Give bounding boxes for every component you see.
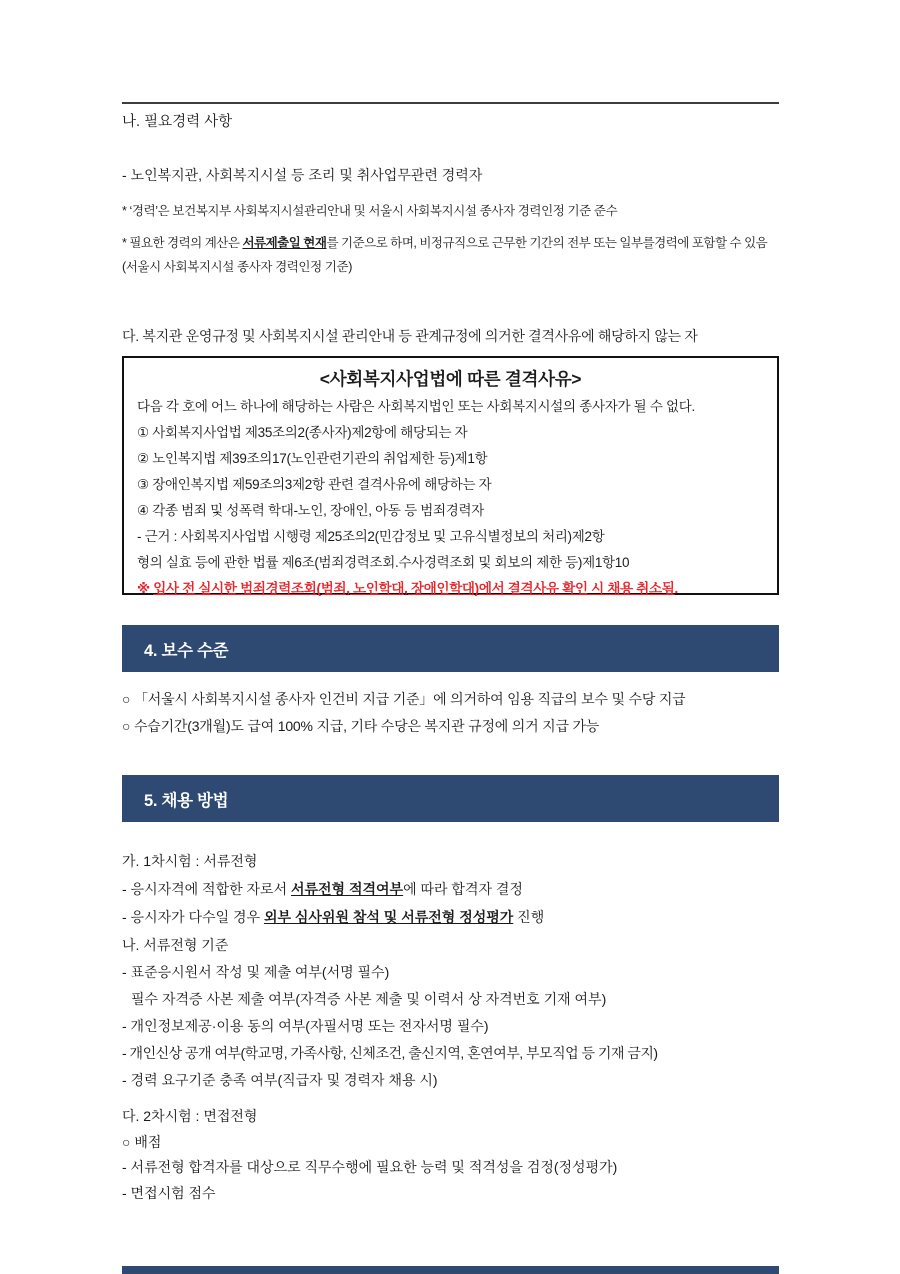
section-na-line1: - 노인복지관, 사회복지시설 등 조리 및 취사업무관련 경력자 <box>122 167 483 183</box>
ga2-pre: - 응시자가 다수일 경우 <box>122 909 264 925</box>
section5-ga-line2 <box>122 907 779 927</box>
section-na-heading: 나. 필요경력 사항 <box>122 114 233 130</box>
ga1-emphasis: 서류전형 적격여부 <box>290 881 404 897</box>
clipped-text-line <box>122 1183 779 1201</box>
disqualification-line: 형의 실효 등에 관한 법률 제6조(범죄경력조회.수사경력조회 및 회보의 제한 등)제1항10 <box>137 555 630 570</box>
screening-criteria-item: 필수 자격증 사본 제출 여부(자격증 사본 제출 및 이력서 상 자격번호 기재 여부) <box>131 991 607 1007</box>
note2-post: 를 기준으로 하며, 비정규직으로 근무한 기간의 전부 또는 일부를경력에 포함할 수 있음 <box>326 236 768 250</box>
ga2-emphasis: 외부 심사위원 참석 및 서류전형 정성평가 <box>263 909 514 925</box>
section5-na-heading: 나. 서류전형 기준 <box>122 937 229 953</box>
section5-title: 5. 채용 방법 <box>144 791 229 810</box>
note2-emphasis: 서류제출일 현재 <box>242 236 327 250</box>
section-na-note2 <box>122 233 779 253</box>
section-na-note2-line2: (서울시 사회복지시설 종사자 경력인정 기준) <box>122 260 352 274</box>
section5-ga-line1 <box>122 879 779 899</box>
clipped-text: - 면접시험 점수 <box>122 1185 216 1201</box>
section5-da-heading: 다. 2차시험 : 면접전형 <box>122 1108 258 1124</box>
warning-emphasis: 입사 전 실시한 범죄경력조회(범죄, 노인학대, 장애인학대)에서 결격사유 확인 시 채용 취소됨 <box>153 581 675 596</box>
screening-criteria-item: - 개인정보제공·이용 동의 여부(자필서명 또는 전자서명 필수) <box>122 1018 489 1034</box>
screening-criteria-item: - 개인신상 공개 여부(학교명, 가족사항, 신체조건, 출신지역, 혼연여부, 부모직업 등 기재 금지) <box>122 1045 658 1061</box>
disqualification-line: 다음 각 호에 어느 하나에 해당하는 사람은 사회복지법인 또는 사회복지시설의 종사자가 될 수 없다. <box>137 399 695 414</box>
section4-title: 4. 보수 수준 <box>144 641 229 660</box>
section4-item1: ○ 「서울시 사회복지시설 종사자 인건비 지급 기준」에 의거하여 임용 직급의 보수 및 수당 지급 <box>122 691 686 707</box>
ga1-post: 에 따라 합격자 결정 <box>403 881 523 897</box>
warning-marker: ※ <box>137 581 154 596</box>
ga1-pre: - 응시자격에 적합한 자로서 <box>122 881 291 897</box>
disqualification-box <box>122 356 779 595</box>
ga2-post: 진행 <box>513 909 545 925</box>
next-section-bar-partial <box>122 1266 779 1274</box>
disqualification-line: ② 노인복지법 제39조의17(노인관련기관의 취업제한 등)제1항 <box>137 451 488 466</box>
disqualification-line: ③ 장애인복지법 제59조의3제2항 관련 결격사유에 해당하는 자 <box>137 477 492 492</box>
disqualification-warning <box>137 576 764 602</box>
section-na-note1: * ‘경력’은 보건복지부 사회복지시설관리안내 및 서울시 사회복지시설 종사자 경력인정 기준 준수 <box>122 204 618 218</box>
section5-header-bar <box>122 775 779 822</box>
screening-criteria-item: - 표준응시원서 작성 및 제출 여부(서명 필수) <box>122 964 390 980</box>
note2-pre: * 필요한 경력의 계산은 <box>122 236 243 250</box>
top-rule <box>122 102 779 104</box>
section-da-heading: 다. 복지관 운영규정 및 사회복지시설 관리안내 등 관계규정에 의거한 결격사유에 해당하지 않는 자 <box>122 328 698 344</box>
disqualification-line: - 근거 : 사회복지사업법 시행령 제25조의2(민감정보 및 고유식별정보의 처리)제2항 <box>137 529 605 544</box>
disqualification-box-title: <사회복지사업법에 따른 결격사유> <box>319 369 582 389</box>
disqualification-line: ④ 각종 범죄 및 성폭력 학대-노인, 장애인, 아동 등 범죄경력자 <box>137 503 484 518</box>
disqualification-line: ① 사회복지사업법 제35조의2(종사자)제2항에 해당되는 자 <box>137 425 468 440</box>
section5-da-item1: ○ 배점 <box>122 1134 162 1150</box>
section5-ga-heading: 가. 1차시험 : 서류전형 <box>122 853 258 869</box>
section5-da-item2: - 서류전형 합격자를 대상으로 직무수행에 필요한 능력 및 적격성을 검정(정성평가) <box>122 1159 618 1175</box>
section4-header-bar <box>122 625 779 672</box>
screening-criteria-item: - 경력 요구기준 충족 여부(직급자 및 경력자 채용 시) <box>122 1072 438 1088</box>
warning-tail: . <box>674 581 678 596</box>
section4-item2: ○ 수습기간(3개월)도 급여 100% 지급, 기타 수당은 복지관 규정에 의거 지급 가능 <box>122 718 600 734</box>
